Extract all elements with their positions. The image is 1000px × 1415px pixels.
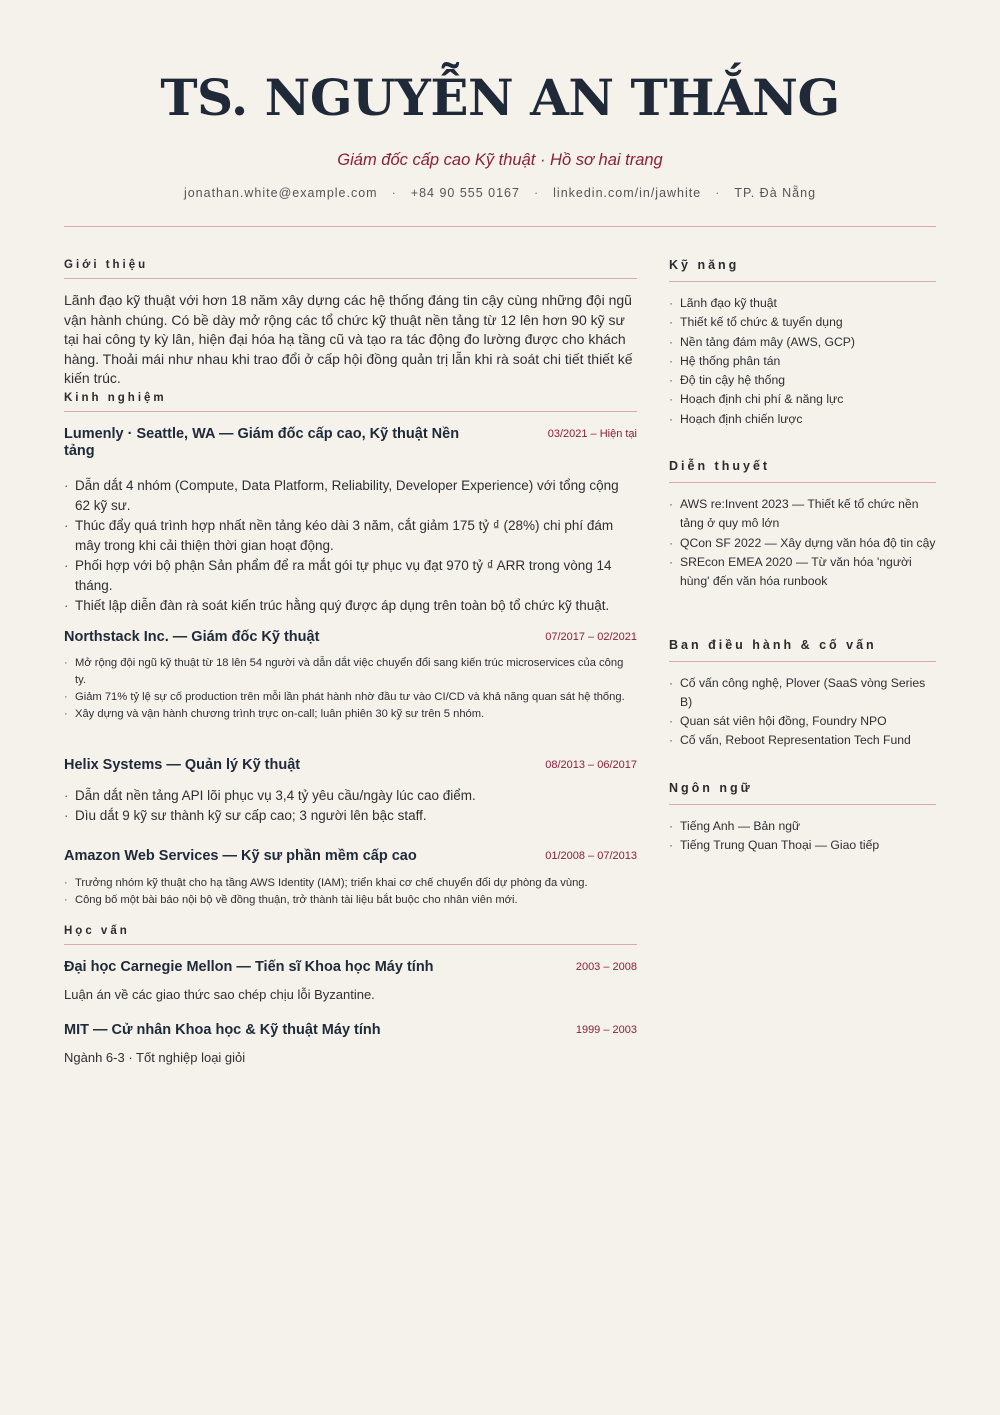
sidebar-column xyxy=(669,258,936,855)
skill-item: · Thiết kế tổ chức & tuyển dụng xyxy=(669,313,936,332)
contact-phone: +84 90 555 0167 xyxy=(410,186,520,200)
skills-section xyxy=(669,258,936,429)
skill-item: · Lãnh đạo kỹ thuật xyxy=(669,294,936,313)
bullet: · Dẫn dắt 4 nhóm (Compute, Data Platform, Reliability, Developer Experience) với tổng cộng 62 kỹ sư. xyxy=(64,476,637,516)
skills-list xyxy=(669,294,936,429)
job-title: Northstack Inc. — Giám đốc Kỹ thuật xyxy=(64,628,320,645)
contact-separator: · xyxy=(391,186,397,200)
bullet: · Thúc đẩy quá trình hợp nhất nền tảng kéo dài 3 năm, cắt giảm 175 tỷ ₫ (28%) chi phí đám mây trong khi cải thiện thời gian hoạt động. xyxy=(64,516,637,556)
talks-list xyxy=(669,495,936,591)
bullet: · Phối hợp với bộ phận Sản phẩm để ra mắt gói tự phục vụ đạt 970 tỷ ₫ ARR trong vòng 14 tháng. xyxy=(64,556,637,596)
education-title: Đại học Carnegie Mellon — Tiến sĩ Khoa học Máy tính xyxy=(64,958,434,975)
job-entry xyxy=(64,848,637,909)
bullet: · Trưởng nhóm kỹ thuật cho hạ tầng AWS Identity (IAM); triển khai cơ chế chuyển đổi dự phòng đa vùng. xyxy=(64,875,637,892)
candidate-name: TS. NGUYỄN AN THẮNG xyxy=(160,68,840,127)
talk-item: · QCon SF 2022 — Xây dựng văn hóa độ tin cậy xyxy=(669,534,936,553)
boards-list xyxy=(669,674,936,751)
bullet: · Thiết lập diễn đàn rà soát kiến trúc hằng quý được áp dụng trên toàn bộ tổ chức kỹ thuật. xyxy=(64,596,637,616)
job-date: 01/2008 – 07/2013 xyxy=(545,849,637,862)
summary-text: Lãnh đạo kỹ thuật với hơn 18 năm xây dựng các hệ thống đáng tin cậy cùng những đội ngũ vận hành chúng. Có bề dày mở rộng các tổ chức kỹ thuật nền tảng từ 12 lên hơn 90 kỹ sư tại hai công ty kỳ lân, hiện đại hóa hạ tầng cũ và tạo ra tác động đo lường được cho khách hàng. Thoải mái như nhau khi trao đổi ở cấp hội đồng quản trị lẫn khi rà soát chi tiết thiết kế kiến trúc. xyxy=(64,292,633,386)
contact-email: jonathan.white@example.com xyxy=(183,186,378,200)
languages-section xyxy=(669,781,936,856)
skill-item: · Độ tin cậy hệ thống xyxy=(669,371,936,390)
job-bullets xyxy=(64,786,637,826)
job-title: Amazon Web Services — Kỹ sư phần mềm cấp cao xyxy=(64,847,417,864)
education-date: 2003 – 2008 xyxy=(575,960,637,973)
board-item: · Quan sát viên hội đồng, Foundry NPO xyxy=(669,712,936,731)
language-item: · Tiếng Anh — Bản ngữ xyxy=(669,817,936,836)
talks-section xyxy=(669,459,936,591)
resume-header xyxy=(0,0,1000,202)
contact-location: TP. Đà Nẵng xyxy=(734,186,817,200)
experience-section xyxy=(64,391,637,909)
languages-list xyxy=(669,817,936,856)
job-entry xyxy=(64,426,637,616)
contact-separator: · xyxy=(715,186,721,200)
contact-line xyxy=(0,184,1000,202)
contact-separator: · xyxy=(533,186,540,200)
language-item: · Tiếng Trung Quan Thoại — Giao tiếp xyxy=(669,836,936,855)
education-section xyxy=(64,924,637,1067)
job-date: 08/2013 – 06/2017 xyxy=(545,758,637,771)
section-title: Kỹ năng xyxy=(669,258,936,282)
board-item: · Cố vấn, Reboot Representation Tech Fund xyxy=(669,731,936,750)
education-desc: Ngành 6-3 · Tốt nghiệp loại giỏi xyxy=(64,1049,246,1065)
section-title: Diễn thuyết xyxy=(669,459,936,483)
education-date: 1999 – 2003 xyxy=(575,1023,637,1036)
education-title: MIT — Cử nhân Khoa học & Kỹ thuật Máy tính xyxy=(64,1021,381,1038)
job-bullets xyxy=(64,655,637,723)
talk-item: · SREcon EMEA 2020 — Từ văn hóa 'người hùng' đến văn hóa runbook xyxy=(669,553,936,592)
board-item: · Cố vấn công nghệ, Plover (SaaS vòng Series B) xyxy=(669,674,936,713)
tagline: Giám đốc cấp cao Kỹ thuật · Hồ sơ hai trang xyxy=(337,151,663,169)
section-title: Kinh nghiệm xyxy=(64,391,637,412)
skill-item: · Hoạch định chiến lược xyxy=(669,410,936,429)
bullet: · Giảm 71% tỷ lệ sự cố production trên mỗi lần phát hành nhờ đầu tư vào CI/CD và khả năng quan sát hệ thống. xyxy=(64,689,637,706)
education-entry xyxy=(64,1022,637,1067)
bullet: · Dẫn dắt nền tảng API lõi phục vụ 3,4 tỷ yêu cầu/ngày lúc cao điểm. xyxy=(64,786,637,806)
job-bullets xyxy=(64,476,637,616)
contact-linkedin: linkedin.com/in/jawhite xyxy=(553,186,702,200)
section-title: Ban điều hành & cố vấn xyxy=(669,638,936,662)
skill-item: · Hoạch định chi phí & năng lực xyxy=(669,390,936,409)
job-entry xyxy=(64,757,637,826)
bullet: · Dìu dắt 9 kỹ sư thành kỹ sư cấp cao; 3 người lên bậc staff. xyxy=(64,806,637,826)
skill-item: · Nền tảng đám mây (AWS, GCP) xyxy=(669,333,936,352)
job-title: Helix Systems — Quản lý Kỹ thuật xyxy=(64,756,301,773)
section-title: Giới thiệu xyxy=(64,258,637,279)
skill-item: · Hệ thống phân tán xyxy=(669,352,936,371)
header-divider xyxy=(64,226,936,227)
section-title: Học vấn xyxy=(64,924,637,945)
summary-section xyxy=(64,258,637,389)
bullet: · Xây dựng và vận hành chương trình trực on-call; luân phiên 30 kỹ sư trên 5 nhóm. xyxy=(64,706,637,723)
job-title: Lumenly · Seattle, WA — Giám đốc cấp cao, Kỹ thuật Nền tảng xyxy=(64,425,460,459)
job-entry xyxy=(64,629,637,723)
education-entry xyxy=(64,959,637,1004)
talk-item: · AWS re:Invent 2023 — Thiết kế tổ chức nền tảng ở quy mô lớn xyxy=(669,495,936,534)
education-desc: Luận án về các giao thức sao chép chịu lỗi Byzantine. xyxy=(64,986,375,1002)
job-bullets xyxy=(64,875,637,909)
bullet: · Công bố một bài báo nội bộ về đồng thuận, trở thành tài liệu bắt buộc cho nhân viên mới. xyxy=(64,892,637,909)
bullet: · Mở rộng đội ngũ kỹ thuật từ 18 lên 54 người và dẫn dắt việc chuyển đổi sang kiến trúc microservices của công ty. xyxy=(64,655,637,689)
section-title: Ngôn ngữ xyxy=(669,781,936,805)
main-column xyxy=(64,258,637,1067)
boards-section xyxy=(669,638,936,751)
job-date: 07/2017 – 02/2021 xyxy=(545,630,637,643)
job-date: 03/2021 – Hiện tại xyxy=(547,427,637,440)
